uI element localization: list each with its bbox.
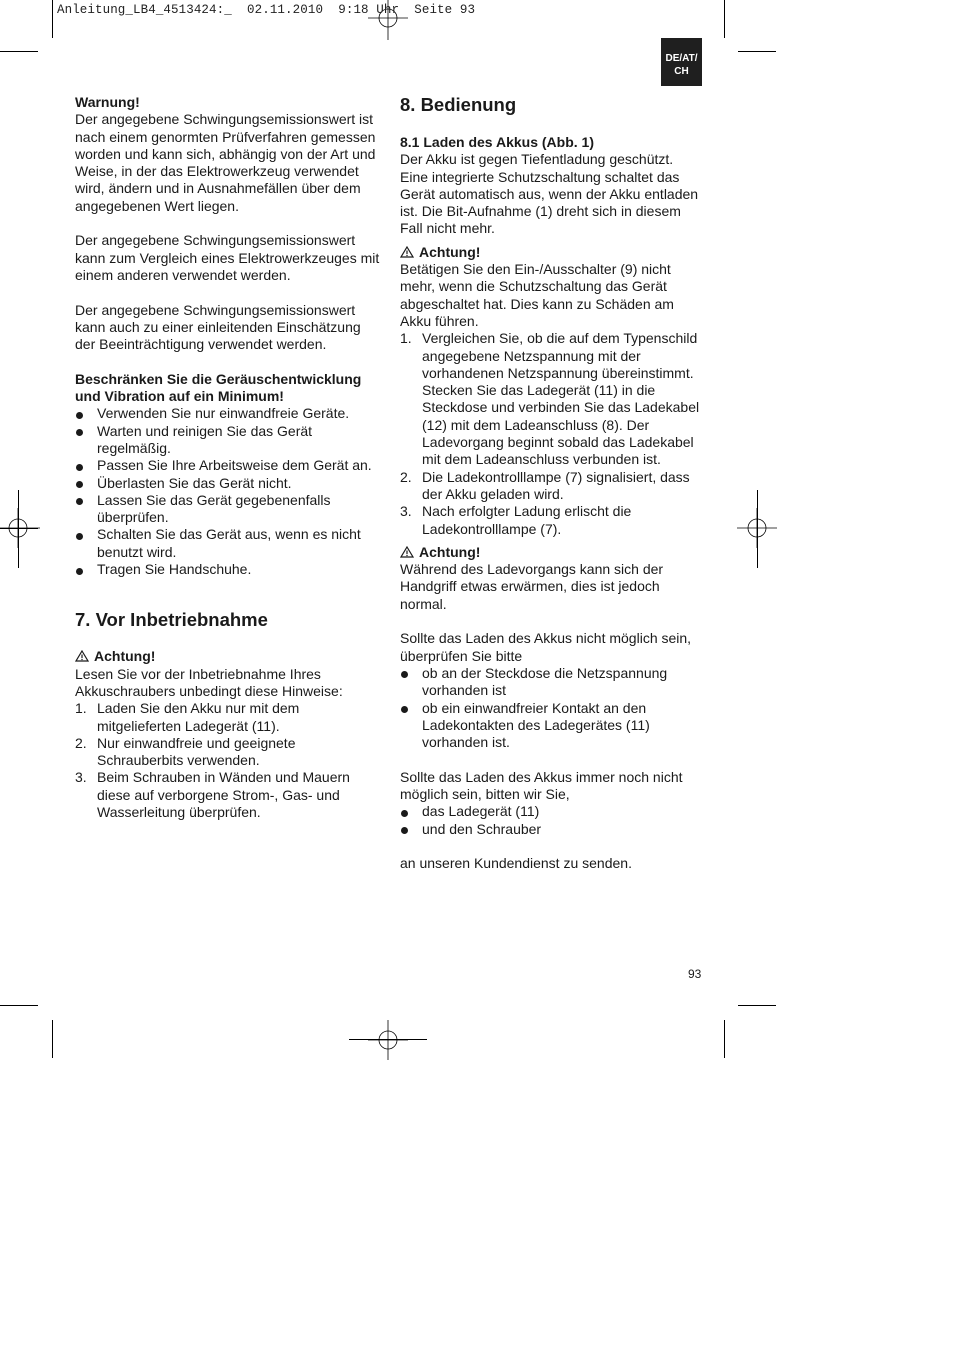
page-number: 93	[688, 967, 702, 981]
achtung-heading	[400, 244, 705, 261]
list-item: Schalten Sie das Gerät aus, wenn es nicht benutzt wird.	[75, 526, 380, 561]
list-item-text: Nach erfolgter Ladung erlischt die Ladekontrolllampe (7).	[422, 503, 632, 537]
numbered-list	[75, 700, 380, 821]
paragraph: Der Akku ist gegen Tiefentladung geschützt. Eine integrierte Schutzschaltung schaltet das Gerät automatisch aus, wenn der Akku entladen ist. Die Bit-Aufnahme (1) dreht sich in diesem Fall nicht mehr.	[400, 151, 699, 237]
paragraph: Sollte das Laden des Akkus nicht möglich sein, überprüfen Sie bitte	[400, 630, 692, 664]
warning-text: Der angegebene Schwingungsemissionswert ist nach einem genormten Prüfverfahren gemessen worden und kann sich, abhängig von der Art und Weise, in der das Elektrowerkzeug verwendet wird, ändern und in Ausnahmefällen über dem angegebenen Wert liegen.	[75, 111, 376, 214]
bold-heading: Beschränken Sie die Geräuschentwicklung und Vibration auf ein Minimum!	[75, 370, 362, 405]
bullet-list	[400, 803, 705, 838]
left-column	[75, 94, 380, 821]
achtung-heading	[75, 648, 380, 665]
crop-mark	[0, 51, 38, 52]
achtung-label: Achtung!	[419, 543, 481, 560]
paragraph: Sollte das Laden des Akkus immer noch nicht möglich sein, bitten wir Sie,	[400, 768, 683, 802]
bullet-list	[75, 405, 380, 578]
paragraph: an unseren Kundendienst zu senden.	[400, 855, 632, 872]
paragraph: Lesen Sie vor der Inbetriebnahme Ihres Akkuschraubers unbedingt diese Hinweise:	[75, 665, 343, 699]
list-item: 2. Die Ladekontrolllampe (7) signalisiert, dass der Akku geladen wird.	[400, 468, 690, 502]
list-item: ob ein einwandfreier Kontakt an den Ladekontakten des Ladegerätes (11) vorhanden ist.	[400, 700, 705, 752]
crop-mark	[738, 1005, 776, 1006]
list-item-text: Nur einwandfreie und geeignete Schrauberbits verwenden.	[97, 734, 296, 769]
list-item-text: Laden Sie den Akku nur mit dem mitgelieferten Ladegerät (11).	[97, 700, 300, 734]
section-title: 8. Bedienung	[400, 94, 517, 115]
list-item-text: Die Ladekontrolllampe (7) signalisiert, dass der Akku geladen wird.	[422, 468, 690, 502]
crop-mark	[738, 51, 776, 52]
list-item-text: Beim Schrauben in Wänden und Mauern diese auf verborgene Strom-, Gas- und Wasserleitung überprüfen.	[97, 769, 350, 820]
crop-mark	[18, 490, 19, 568]
crop-mark	[0, 1005, 38, 1006]
list-item: 1. Vergleichen Sie, ob die auf dem Typenschild angegebene Netzspannung mit der vorhandenen Netzspannung übereinstimmt. Stecken Sie das Ladegerät (11) in die Steckdose und verbinden Sie das Ladekabel (12) mit dem Ladeanschluss (8). Der Ladevorgang beginnt sobald das Ladekabel mit dem Ladeanschluss verbunden ist.	[400, 330, 700, 468]
paragraph: Der angegebene Schwingungsemissionswert kann zum Vergleich eines Elektrowerkzeuges mit einem anderen verwendet werden.	[75, 232, 380, 283]
numbered-list	[400, 330, 705, 538]
warning-triangle-icon	[400, 546, 414, 558]
print-slug: Anleitung_LB4_4513424:_ 02.11.2010 9:18 Uhr Seite 93	[57, 3, 476, 17]
bullet-list	[400, 665, 705, 751]
section-title: 7. Vor Inbetriebnahme	[75, 609, 268, 631]
list-item: ob an der Steckdose die Netzspannung vorhanden ist	[400, 665, 705, 700]
crop-mark	[724, 1020, 725, 1058]
list-item: Überlasten Sie das Gerät nicht.	[75, 475, 380, 492]
badge-line: DE/AT/	[665, 53, 698, 64]
registration-mark-icon	[368, 1020, 408, 1060]
warning-triangle-icon	[75, 650, 89, 662]
subsection-title: 8.1 Laden des Akkus (Abb. 1)	[400, 134, 594, 150]
list-item: 1. Laden Sie den Akku nur mit dem mitgelieferten Ladegerät (11).	[75, 700, 300, 734]
crop-mark	[349, 1039, 427, 1040]
list-item-text: Vergleichen Sie, ob die auf dem Typenschild angegebene Netzspannung mit der vorhandenen Netzspannung übereinstimmt. Stecken Sie das Ladegerät (11) in die Steckdose und verbinden Sie das Ladekabel (12) mit dem Ladeanschluss (8). Der Ladevorgang beginnt sobald das Ladekabel mit dem Ladeanschluss verbunden ist.	[422, 330, 700, 468]
paragraph: Betätigen Sie den Ein-/Ausschalter (9) nicht mehr, wenn die Schutzschaltung das Gerät abgeschaltet hat. Dies kann zu Schäden am Akku führen.	[400, 261, 674, 329]
badge-line: CH	[674, 66, 689, 77]
crop-mark	[52, 1020, 53, 1058]
paragraph: Der angegebene Schwingungsemissionswert kann auch zu einer einleitenden Einschätzung der Beeinträchtigung verwendet werden.	[75, 301, 361, 353]
achtung-label: Achtung!	[94, 648, 156, 665]
list-item: das Ladegerät (11)	[400, 803, 705, 820]
list-item: Tragen Sie Handschuhe.	[75, 561, 380, 578]
achtung-label: Achtung!	[419, 243, 481, 260]
list-item: Warten und reinigen Sie das Gerät regelmäßig.	[75, 423, 380, 458]
warning-triangle-icon	[400, 246, 414, 258]
paragraph: Während des Ladevorgangs kann sich der Handgriff etwas erwärmen, dies ist jedoch normal.	[400, 561, 664, 612]
list-item: 3. Nach erfolgter Ladung erlischt die Ladekontrolllampe (7).	[400, 503, 632, 537]
crop-mark	[0, 528, 38, 529]
warning-title: Warnung!	[75, 94, 140, 110]
language-badge	[661, 38, 702, 86]
list-item: 2. Nur einwandfreie und geeignete Schrauberbits verwenden.	[75, 734, 296, 769]
right-column	[400, 94, 705, 872]
crop-mark	[757, 490, 758, 568]
list-item: und den Schrauber	[400, 821, 705, 838]
crop-mark	[52, 0, 53, 38]
list-item: 3. Beim Schrauben in Wänden und Mauern diese auf verborgene Strom-, Gas- und Wasserleitung überprüfen.	[75, 769, 350, 820]
crop-mark	[724, 0, 725, 38]
list-item: Verwenden Sie nur einwandfreie Geräte.	[75, 405, 380, 422]
list-item: Passen Sie Ihre Arbeitsweise dem Gerät an.	[75, 457, 380, 474]
list-item: Lassen Sie das Gerät gegebenenfalls überprüfen.	[75, 492, 380, 527]
achtung-heading	[400, 544, 705, 561]
